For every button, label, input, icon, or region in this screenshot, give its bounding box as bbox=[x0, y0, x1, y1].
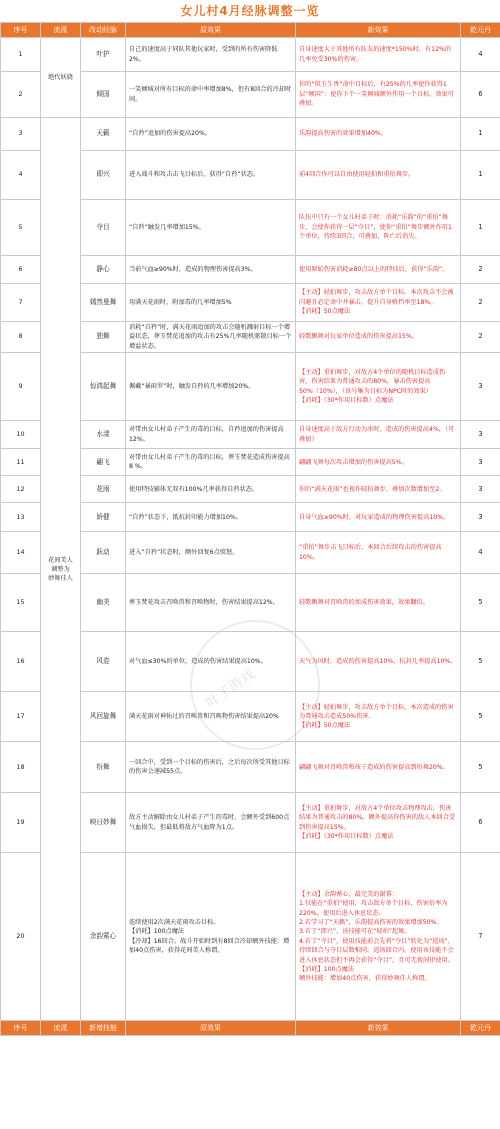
qianyuandan-cost: 5 bbox=[461, 574, 500, 632]
header-cell: 乾元丹 bbox=[461, 23, 500, 38]
original-effect: 当前气血≥90%时，造成的物理伤害提高3%。 bbox=[126, 256, 296, 284]
row-number: 4 bbox=[1, 151, 41, 200]
original-effect: 一笑倾城对所有目标的命中率增加8%，但有8回合的冷却时间。 bbox=[126, 72, 296, 118]
new-effect: 翩翩飞舞每次攻击增加的伤害提高5%。 bbox=[296, 449, 461, 476]
qianyuandan-cost: 3 bbox=[461, 353, 500, 421]
qianyuandan-cost: 7 bbox=[461, 853, 500, 1021]
new-effect: 自身速度高于敌方行动为冰时，造成的伤害提高4%，（可叠加） bbox=[296, 421, 461, 449]
meridian-name: 跃动 bbox=[81, 532, 126, 574]
original-effect: 用满天花雨时，附加毒的几率增加5% bbox=[126, 284, 296, 322]
new-effect: 自身气血≥90%时，对玩家造成的物理伤害提高10%。 bbox=[296, 503, 461, 532]
table-row bbox=[1, 38, 500, 72]
table-row bbox=[1, 118, 500, 151]
meridian-name: 娇健 bbox=[81, 503, 126, 532]
original-effect: 佩戴“暴雨罗”时，触发自矜的几率增加20%。 bbox=[126, 353, 296, 421]
original-effect: 消耗“自矜”时，满天花雨追加的攻击会随机溅射目标一个增益状态，葬玉焚花追加的攻击有25%几率随机驱散目标一个增益状态。 bbox=[126, 322, 296, 353]
qianyuandan-cost: 1 bbox=[461, 118, 500, 151]
meridian-name: 纷舞 bbox=[81, 742, 126, 793]
meridian-name: 嫣然曼舞 bbox=[81, 284, 126, 322]
row-number: 20 bbox=[1, 853, 41, 1021]
table-body bbox=[1, 38, 500, 1021]
qianyuandan-cost: 3 bbox=[461, 421, 500, 449]
qianyuandan-cost: 5 bbox=[461, 742, 500, 793]
meridian-name: 夺目 bbox=[81, 200, 126, 256]
qianyuandan-cost: 3 bbox=[461, 449, 500, 476]
footer-cell: 乾元丹 bbox=[461, 1021, 500, 1036]
qianyuandan-cost: 3 bbox=[461, 476, 500, 503]
qianyuandan-cost: 6 bbox=[461, 72, 500, 118]
new-effect: 你的“似玉生香”命中目标后，有25%的几率使你获得1层“倾国”：使你下个一笑倾城额外作用一个目标，效果可叠加。 bbox=[296, 72, 461, 118]
row-number: 2 bbox=[1, 72, 41, 118]
meridian-name: 倾国 bbox=[81, 72, 126, 118]
footer-cell: 流派 bbox=[41, 1021, 81, 1036]
qianyuandan-cost: 3 bbox=[461, 503, 500, 532]
page-title: 女儿村4月经脉调整一览 bbox=[180, 4, 320, 18]
new-effect: 你的“满天花雨”也视作轻拍舞步，叠加次数增加至2。 bbox=[296, 476, 461, 503]
header-row bbox=[1, 23, 500, 38]
original-effect: 对带由女儿村弟子产生的毒的目标，自矜追加的伤害提高12%。 bbox=[126, 421, 296, 449]
footer-cell: 序号 bbox=[1, 1021, 41, 1036]
qianyuandan-cost: 2 bbox=[461, 322, 500, 353]
new-effect: 天气为风时，造成的伤害提高10%，抗封几率提高10%。 bbox=[296, 632, 461, 692]
qianyuandan-cost: 5 bbox=[461, 632, 500, 692]
new-effect: 翩翩飞舞对召唤兽和孩子造成的伤害提高到纷舞20%。 bbox=[296, 742, 461, 793]
meridian-name: 翩飞 bbox=[81, 449, 126, 476]
meridian-name: 余韵萦心 bbox=[81, 853, 126, 1021]
new-effect: 【主动】轻拍舞步，攻击敌方单个目标。本次攻击不会被闪避且必定命中并暴击，提升自身格挡率至18%。 【消耗】50点魔法 bbox=[296, 284, 461, 322]
original-effect: 一回合中，受到一个目标的伤害后，之后每次所受其他目标的伤害会递减55点。 bbox=[126, 742, 296, 793]
meridian-name: 即兴 bbox=[81, 151, 126, 200]
meridian-name: 花雨 bbox=[81, 476, 126, 503]
original-effect: 进入“自矜”状态时，额外回复6点愤怒。 bbox=[126, 532, 296, 574]
meridian-name: 天籁 bbox=[81, 118, 126, 151]
qianyuandan-cost: 5 bbox=[461, 692, 500, 742]
row-number: 9 bbox=[1, 353, 41, 421]
meridian-name: 静心 bbox=[81, 256, 126, 284]
original-effect: 连续使用2次满天花雨攻击目标。 【消耗】100点魔法 【冷却】16回合，战斗开始时到有8回合冷却额外技能：增加40点伤害，获得花间美人称谓。 bbox=[126, 853, 296, 1021]
row-number: 17 bbox=[1, 692, 41, 742]
qianyuandan-cost: 1 bbox=[461, 200, 500, 256]
original-effect: 对气血≤30%的单位，造成的伤害结果提高10%。 bbox=[126, 632, 296, 692]
original-effect: 敌方主动解除由女儿村弟子产生的毒时，会额外受到600点气血损失，但最低将敌方气血降为1点。 bbox=[126, 793, 296, 853]
qianyuandan-cost: 2 bbox=[461, 256, 500, 284]
new-effect: 【主动】重拍舞步，对敌方4个单位攻击物理攻击，伤害结果为普通攻击的80%，额外提高你伤害的敌人本回合受到伤害提高15%。 【消耗】（30*作用目标数）点魔法 bbox=[296, 793, 461, 853]
meridian-name: 水漾 bbox=[81, 421, 126, 449]
new-effect: 前4回合你可以自由使用轻拍和重拍舞步。 bbox=[296, 151, 461, 200]
qianyuandan-cost: 1 bbox=[461, 151, 500, 200]
footer-cell: 新效果 bbox=[296, 1021, 461, 1036]
new-effect: “重拍”舞步击飞目标后，本回合后续攻击的伤害提高10%。 bbox=[296, 532, 461, 574]
original-effect: 葬玉焚花攻击召唤兽和召唤物时，伤害结果提高12%。 bbox=[126, 574, 296, 632]
row-number: 11 bbox=[1, 449, 41, 476]
new-effect: 使用原始伤害消耗≥80点以上的特技后，获得“乐韵”。 bbox=[296, 256, 461, 284]
new-effect: 【主动】余韵萦心，最完美的谢幕： 1.仅能在“重拍”使用，攻击敌方单个目标，伤害倍率为220%，使用后进入休息状态。 2.若学习了“天籁”，乐韵提高伤害的效果增加50%。 3.若了“即兴”，该技能可在“轻拍”起舞。 4.若了“夺目”，使用技能前会先将“夺目”转化为“返场”，持续回合与夺目层数相同。返场回合内，使用该技能不会进入休息状态但不再会获得“夺目”，且可无视间律使用。 【消耗】100点魔法 额外技能：增加40点伤害，获得妙舞佳人称谓。 bbox=[296, 853, 461, 1021]
qianyuandan-cost: 4 bbox=[461, 38, 500, 72]
original-effect: “自矜”状态下，抵抗封印能力增加10%。 bbox=[126, 503, 296, 532]
new-effect: 【主动】轻拍舞步，攻击敌方单个目标，本次造成的伤害为普通攻击造成50%伤害。 【消耗】50点魔法 bbox=[296, 692, 461, 742]
section-name: 绝代妖娆 bbox=[41, 38, 81, 118]
header-cell: 新效果 bbox=[296, 23, 461, 38]
original-effect: “自矜”触发几率增加15%。 bbox=[126, 200, 296, 256]
row-number: 16 bbox=[1, 632, 41, 692]
meridian-name: 幽美 bbox=[81, 574, 126, 632]
qianyuandan-cost: 2 bbox=[461, 284, 500, 322]
header-cell: 流派 bbox=[41, 23, 81, 38]
original-effect: 自己的速度高于同队其他玩家时，受到的所有伤害降低2%。 bbox=[126, 38, 296, 72]
meridian-name: 惊鸿起舞 bbox=[81, 353, 126, 421]
new-effect: 自身速度大于其他所有队友的速度*150%时，有12%的几率免受30%的伤害。 bbox=[296, 38, 461, 72]
row-number: 12 bbox=[1, 476, 41, 503]
row-number: 5 bbox=[1, 200, 41, 256]
footer-cell: 新增技能 bbox=[81, 1021, 126, 1036]
original-effect: 对带由女儿村弟子产生的毒的目标，葬玉焚花造成伤害提高 8 %。 bbox=[126, 449, 296, 476]
original-effect: “自矜”追加的伤害提高20%。 bbox=[126, 118, 296, 151]
section-name: 花间美人 调整为 妙舞佳人 bbox=[41, 118, 81, 1021]
footer-cell: 原效果 bbox=[126, 1021, 296, 1036]
row-number: 15 bbox=[1, 574, 41, 632]
header-cell: 改动经脉 bbox=[81, 23, 126, 38]
new-effect: 轻歌飘舞对召唤兽的加成伤害效果，效果翻倍。 bbox=[296, 574, 461, 632]
header-cell: 原效果 bbox=[126, 23, 296, 38]
meridian-name: 独舞 bbox=[81, 322, 126, 353]
row-number: 1 bbox=[1, 38, 41, 72]
new-effect: 乐韵提高伤害的效果增加40%。 bbox=[296, 118, 461, 151]
meridian-name: 风姿 bbox=[81, 632, 126, 692]
qianyuandan-cost: 4 bbox=[461, 532, 500, 574]
row-number: 10 bbox=[1, 421, 41, 449]
row-number: 18 bbox=[1, 742, 41, 793]
new-effect: 【主动】重拍舞步，对敌方4个单位的随机目标造成伤害，伤害结果为普通攻击的80%，暴击伤害提高50%（10%），（该号集为目标为NPC时的效果） 【消耗】（30*作用目标数）点魔法 bbox=[296, 353, 461, 421]
original-effect: 使用特技辅体无双有100%几率获得自矜状态。 bbox=[126, 476, 296, 503]
row-number: 7 bbox=[1, 284, 41, 322]
meridian-table bbox=[0, 22, 500, 1036]
original-effect: 满天花雨对神佑过的召唤兽和召唤物伤害结果提高20% bbox=[126, 692, 296, 742]
row-number: 8 bbox=[1, 322, 41, 353]
meridian-name: 风回旋舞 bbox=[81, 692, 126, 742]
meridian-name: 映日妙舞 bbox=[81, 793, 126, 853]
qianyuandan-cost: 6 bbox=[461, 793, 500, 853]
original-effect: 进入战斗和攻击击飞目标后，获得“自矜”状态。 bbox=[126, 151, 296, 200]
row-number: 3 bbox=[1, 118, 41, 151]
row-number: 6 bbox=[1, 256, 41, 284]
row-number: 14 bbox=[1, 532, 41, 574]
row-number: 13 bbox=[1, 503, 41, 532]
new-effect: 轻歌飘舞对玩家单位造成的伤害提高15%。 bbox=[296, 322, 461, 353]
row-number: 19 bbox=[1, 793, 41, 853]
watermark-text: 叶子游戏 bbox=[203, 666, 259, 712]
meridian-name: 叶护 bbox=[81, 38, 126, 72]
header-cell: 序号 bbox=[1, 23, 41, 38]
new-effect: 队伍中只有一个女儿村弟子时：消耗“乐韵”的“重拍”舞步，会使你获得一层“夺目”，使你“重拍”舞步额外作用1个单位，持续3回合，可叠加，阵亡后消失。 bbox=[296, 200, 461, 256]
footer-row bbox=[1, 1021, 500, 1036]
